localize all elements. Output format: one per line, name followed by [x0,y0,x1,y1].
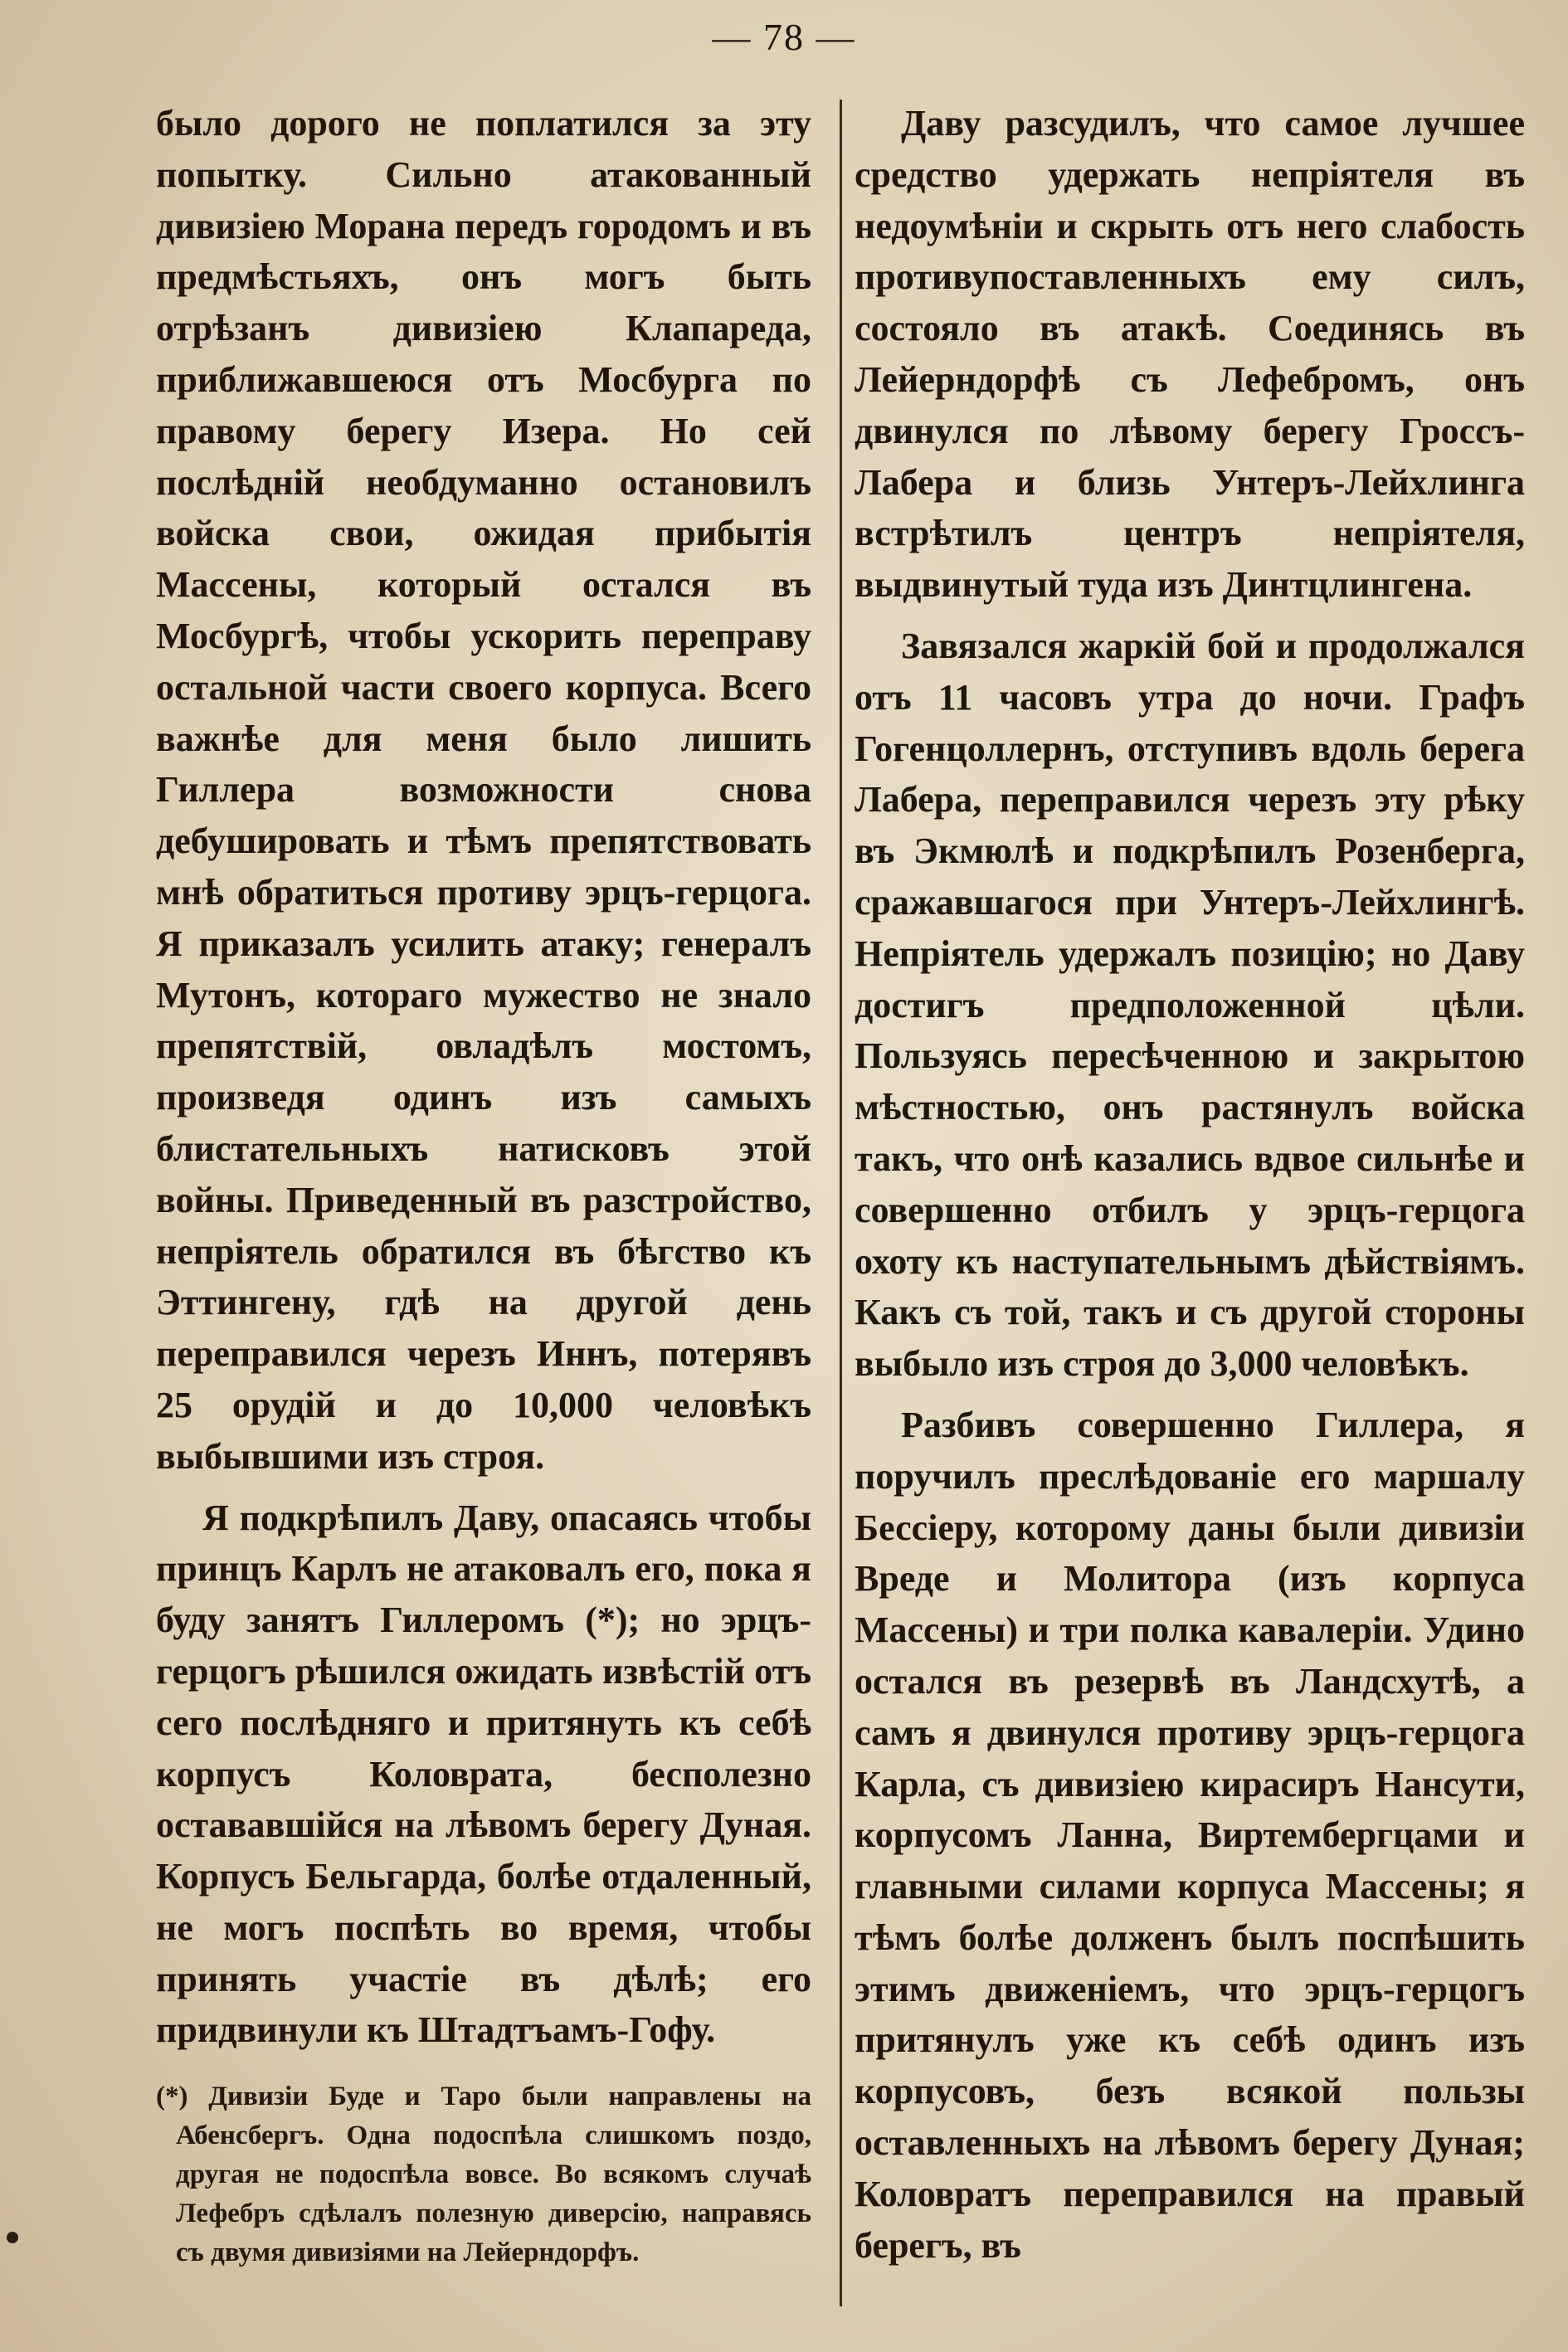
footnote-text: (*) Дивизіи Буде и Таро были направлены на Абенсбергъ. Одна подоспѣла слишкомъ поздо, другая не подоспѣла вовсе. Во всякомъ случаѣ Лефебръ сдѣлалъ полезную диверсію, направясь съ двумя дивизіями на Лейерндорфъ. [156,2082,811,2268]
left-paragraph-1: было дорого не поплатился за эту попытку. Сильно атакованный дивизіею Морана передъ городомъ и въ предмѣстьяхъ, онъ могъ быть отрѣзанъ дивизіею Клапареда, приближавшеюся отъ Мосбурга по правому берегу Изера. Но сей послѣдній необдуманно остановилъ войска свои, ожидая прибытія Массены, который остался въ Мосбургѣ, чтобы ускорить переправу остальной части своего корпуса. Всего важнѣе для меня было лишить Гиллера возможности снова дебушировать и тѣмъ препятствовать мнѣ обратиться противу эрцъ-герцога. Я приказалъ усилить атаку; генералъ Мутонъ, котораго мужество не знало препятствій, овладѣлъ мостомъ, произведя одинъ изъ самыхъ блистательныхъ натисковъ этой войны. Приведенный въ разстройство, непріятель обратился въ бѣгство къ Эттингену, гдѣ на другой день переправился черезъ Иннъ, потерявъ 25 орудій и до 10,000 человѣкъ выбывшими изъ строя. [156,103,811,1477]
left-paragraph-2: Я подкрѣпилъ Даву, опасаясь чтобы принцъ Карлъ не атаковалъ его, пока я буду занятъ Гиллеромъ (*); но эрцъ-герцогъ рѣшился ожидать извѣстій отъ сего послѣдняго и притянуть къ себѣ корпусъ Коловрата, бесполезно остававшійся на лѣвомъ берегу Дуная. Корпусъ Бельгарда, болѣе отдаленный, не могъ поспѣть во время, чтобы принять участіе въ дѣлѣ; его придвинули къ Штадтъамъ-Гофу. [156,1497,811,2051]
ink-spot [7,2232,18,2243]
right-paragraph-1: Даву разсудилъ, что самое лучшее средство удержать непріятеля въ недоумѣніи и скрыть отъ него слабость противупоставленныхъ ему силъ, состояло въ атакѣ. Соединясь въ Лейерндорфѣ съ Лефебромъ, онъ двинулся по лѣвому берегу Гроссъ-Лабера и близь Унтеръ-Лейхлинга встрѣтилъ центръ непріятеля, выдвинутый туда изъ Динтцлингена. [855,103,1525,606]
column-divider [840,100,842,2306]
page-number: — 78 — [712,16,856,58]
left-column [156,98,811,2272]
footnote [156,2077,811,2272]
right-paragraph-2: Завязался жаркій бой и продолжался отъ 11 часовъ утра до ночи. Графъ Гогенцоллернъ, отступивъ вдоль берега Лабера, переправился черезъ эту рѣку въ Экмюлѣ и подкрѣпилъ Розенберга, сражавшагося при Унтеръ-Лейхлингѣ. Непріятель удержалъ позицію; но Даву достигъ предположенной цѣли. Пользуясь пересѣченною и закрытою мѣстностью, онъ растянулъ войска такъ, что онѣ казались вдвое сильнѣе и совершенно отбилъ у эрцъ-герцога охоту къ наступательнымъ дѣйствіямъ. Какъ съ той, такъ и съ другой стороны выбыло изъ строя до 3,000 человѣкъ. [855,625,1525,1385]
right-column [855,98,1525,2271]
right-paragraph-3: Разбивъ совершенно Гиллера, я поручилъ преслѣдованіе его маршалу Бессіеру, которому даны были дивизіи Вреде и Молитора (изъ корпуса Массены) и три полка кавалеріи. Удино остался въ резервѣ въ Ландсхутѣ, а самъ я двинулся противу эрцъ-герцога Карла, съ дивизіею кирасиръ Нансути, корпусомъ Ланна, Виртембергцами и главными силами корпуса Массены; я тѣмъ болѣе долженъ былъ поспѣшить этимъ движеніемъ, что эрцъ-герцогъ притянулъ уже къ себѣ одинъ изъ корпусовъ, безъ всякой пользы оставленныхъ на лѣвомъ берегу Дуная; Коловратъ переправился на правый берегъ, въ [855,1404,1525,2266]
